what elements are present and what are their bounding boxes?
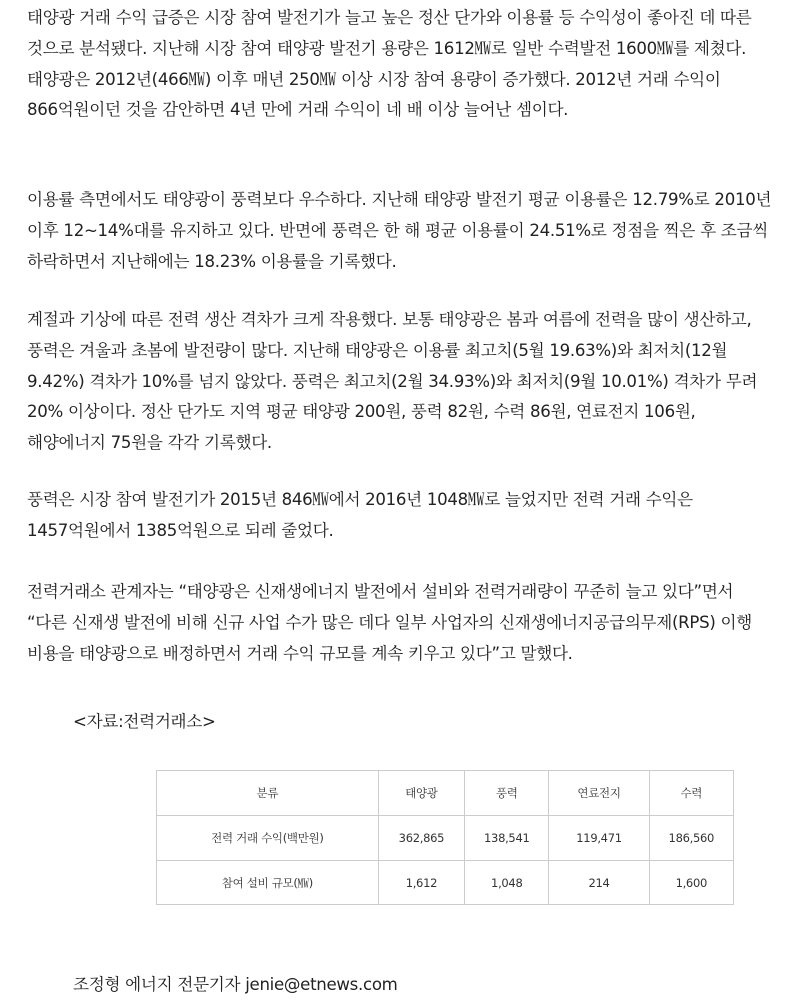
table-header-cell: 분류 <box>157 771 379 816</box>
table-row <box>157 816 734 861</box>
table-cell: 1,048 <box>465 861 549 905</box>
table-cell: 1,612 <box>378 861 464 905</box>
article-paragraph: 전력거래소 관계자는 “태양광은 신재생에너지 발전에서 설비와 전력거래량이 꾸준히 늘고 있다”면서 “다른 신재생 발전에 비해 신규 사업 수가 많은 데다 일부 사업자의 신재생에너지공급의무제(RPS) 이행 비용을 태양광으로 배정하면서 거래 수익 규모를 계속 키우고 있다”고 말했다. <box>27 582 752 663</box>
table-cell: 214 <box>549 861 649 905</box>
author-byline: 조정형 에너지 전문기자 jenie@etnews.com <box>73 975 398 994</box>
table-header-cell: 태양광 <box>378 771 464 816</box>
article-paragraph: 풍력은 시장 참여 발전기가 2015년 846㎿에서 2016년 1048㎿로 늘었지만 전력 거래 수익은 1457억원에서 1385억원으로 되레 줄었다. <box>27 490 693 540</box>
article-paragraph: 계절과 기상에 따른 전력 생산 격차가 크게 작용했다. 보통 태양광은 봄과 여름에 전력을 많이 생산하고, 풍력은 겨울과 초봄에 발전량이 많다. 지난해 태양광은 이용률 최고치(5월 19.63%)와 최저치(12월 9.42%) 격차가 10%를 넘지 않았다. 풍력은 최고치(2월 34.93%)와 최저치(9월 10.01%) 격차가 무려 20% 이상이다. 정산 단가도 지역 평균 태양광 200원, 풍력 82원, 수력 86원, 연료전지 106원, 해양에너지 75원을 각각 기록했다. <box>27 310 758 453</box>
table-cell: 119,471 <box>549 816 649 861</box>
article-paragraph: 이용률 측면에서도 태양광이 풍력보다 우수하다. 지난해 태양광 발전기 평균 이용률은 12.79%로 2010년 이후 12~14%대를 유지하고 있다. 반면에 풍력은 한 해 평균 이용률이 24.51%로 정점을 찍은 후 조금씩 하락하면서 지난해에는 18.23% 이용률을 기록했다. <box>27 190 772 271</box>
table-cell: 참여 설비 규모(㎿) <box>157 861 379 905</box>
table-header-row <box>157 771 734 816</box>
table-cell: 362,865 <box>378 816 464 861</box>
table-row <box>157 861 734 905</box>
table-cell: 1,600 <box>649 861 733 905</box>
table-cell: 전력 거래 수익(백만원) <box>157 816 379 861</box>
article-paragraph: 태양광 거래 수익 급증은 시장 참여 발전기가 늘고 높은 정산 단가와 이용률 등 수익성이 좋아진 데 따른 것으로 분석됐다. 지난해 시장 참여 태양광 발전기 용량은 1612㎿로 일반 수력발전 1600㎿를 제쳤다. 태양광은 2012년(466㎿) 이후 매년 250㎿ 이상 시장 참여 용량이 증가했다. 2012년 거래 수익이 866억원이던 것을 감안하면 4년 만에 거래 수익이 네 배 이상 늘어난 셈이다. <box>27 8 752 120</box>
table-header-cell: 연료전지 <box>549 771 649 816</box>
table-cell: 138,541 <box>465 816 549 861</box>
source-credit: <자료:전력거래소> <box>73 712 216 731</box>
table-cell: 186,560 <box>649 816 733 861</box>
table-header-cell: 풍력 <box>465 771 549 816</box>
data-table <box>156 770 734 905</box>
table-header-cell: 수력 <box>649 771 733 816</box>
revenue-table <box>156 770 734 905</box>
